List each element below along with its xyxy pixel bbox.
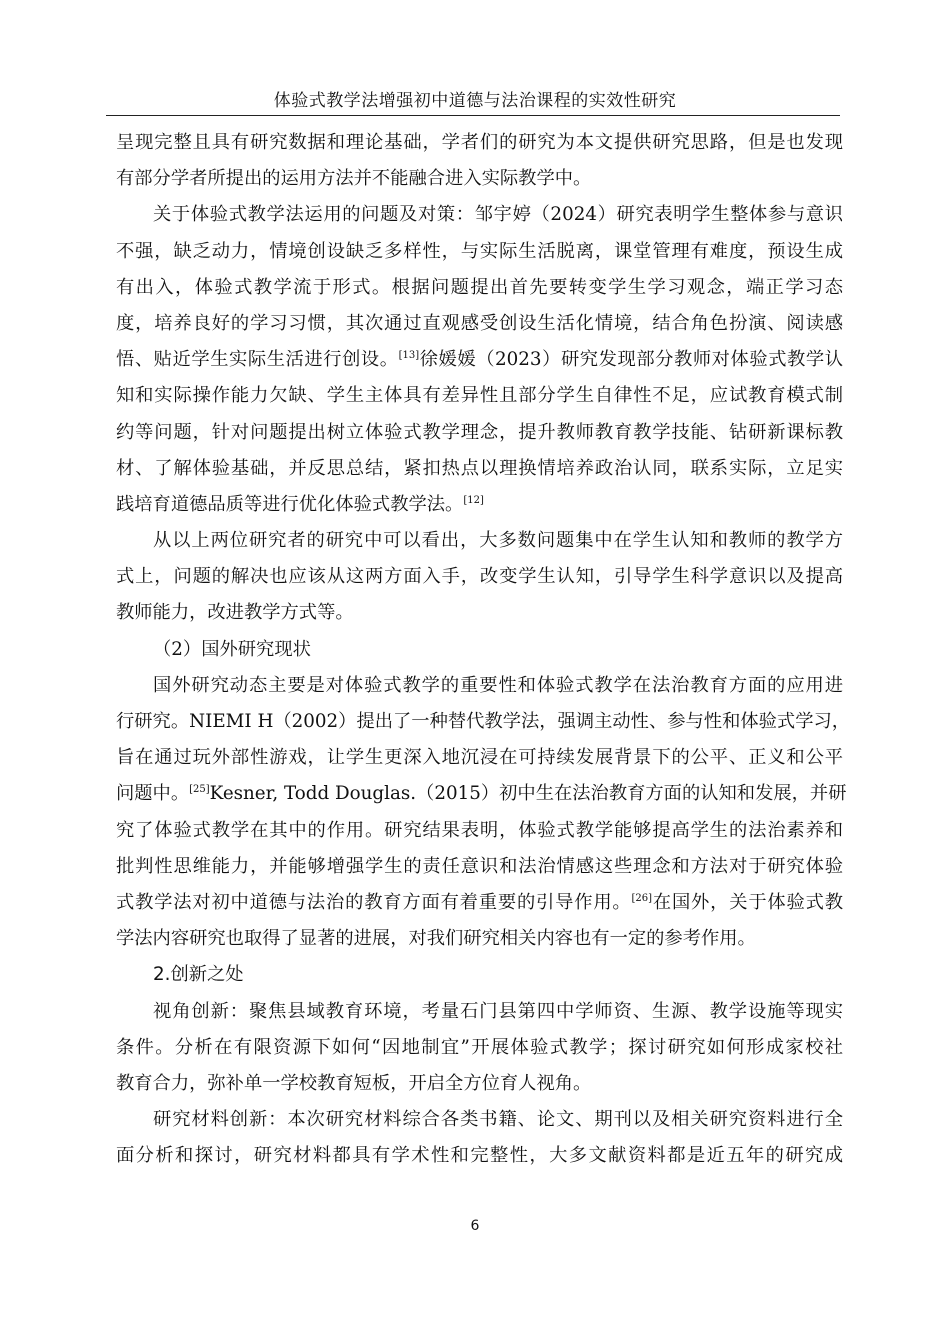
- text-line: 学法内容研究也取得了显著的进展，对我们研究相关内容也有一定的参考作用。: [116, 928, 756, 950]
- text-line: 约等问题，针对问题提出树立体验式教学理念，提升教师教育教学技能、钻研新课标教: [116, 421, 843, 443]
- text-line: 旨在通过玩外部性游戏，让学生更深入地沉浸在可持续发展背景下的公平、正义和公平: [116, 747, 843, 769]
- text-segment: 践培育道德品质等进行优化体验式教学法。: [116, 493, 464, 515]
- header-rule: [106, 115, 840, 116]
- text-line: [116, 776, 847, 812]
- text-line: 式上，问题的解决也应该从这两方面入手，改变学生认知，引导学生科学意识以及提高: [116, 566, 843, 588]
- page-number: 6: [470, 1218, 480, 1234]
- text-line: 知和实际操作能力欠缺、学生主体具有差异性且部分学生自律性不足，应试教育模式制: [116, 385, 843, 407]
- text-line: [116, 885, 843, 921]
- text-line: 材、了解体验基础，并反思总结，紧扣热点以理换情培养政治认同，联系实际，立足实: [116, 457, 843, 479]
- text-line: 条件。分析在有限资源下如何“因地制宜”开展体验式教学；探讨研究如何形成家校社: [116, 1036, 843, 1058]
- text-line: 行研究。NIEMI H（2002）提出了一种替代教学法，强调主动性、参与性和体验式学习，: [116, 711, 851, 732]
- text-line: 教师能力，改进教学方式等。: [116, 602, 354, 624]
- text-line: 究了体验式教学在其中的作用。研究结果表明，体验式教学能够提高学生的法治素养和: [116, 819, 843, 841]
- text-line: 从以上两位研究者的研究中可以看出，大多数问题集中在学生认知和教师的教学方: [153, 530, 843, 552]
- text-line: 度，培养良好的学习习惯，其次通过直观感受创设生活化情境，结合角色扮演、阅读感: [116, 312, 843, 334]
- text-segment: 在国外，关于体验式教: [652, 891, 843, 913]
- citation-marker: [13]: [398, 350, 420, 362]
- text-segment: 式教学法对初中道德与法治的教育方面有着重要的引导作用。: [116, 891, 632, 913]
- body-text: [116, 125, 851, 1174]
- text-line: 教育合力，弥补单一学校教育短板，开启全方位育人视角。: [116, 1072, 592, 1094]
- text-line: 批判性思维能力，并能够增强学生的责任意识和法治情感这些理念和方法对于研究体验: [116, 855, 843, 877]
- text-line: 研究材料创新：本次研究材料综合各类书籍、论文、期刊以及相关研究资料进行全: [153, 1109, 843, 1131]
- text-line: 呈现完整且具有研究数据和理论基础，学者们的研究为本文提供研究思路，但是也发现: [116, 132, 843, 153]
- text-line: [116, 342, 843, 378]
- citation-marker: [12]: [463, 494, 484, 506]
- text-segment: Kesner, Todd Douglas.（2015）初中生在法治教育方面的认知和发展，并研: [209, 783, 847, 805]
- text-line: 关于体验式教学法运用的问题及对策：邹宇婷（2024）研究表明学生整体参与意识: [153, 204, 843, 226]
- citation-marker: [25]: [189, 784, 210, 796]
- text-segment: 徐媛媛（2023）研究发现部分教师对体验式教学认: [419, 349, 843, 371]
- text-line: 有出入，体验式教学流于形式。根据问题提出首先要转变学生学习观念，端正学习态: [116, 276, 843, 298]
- section-heading-foreign-research: （2）国外研究现状: [153, 638, 311, 660]
- text-line: 有部分学者所提出的运用方法并不能融合进入实际教学中。: [116, 168, 592, 190]
- running-header: 体验式教学法增强初中道德与法治课程的实效性研究: [273, 91, 677, 111]
- text-line: 面分析和探讨，研究材料都具有学术性和完整性，大多文献资料都是近五年的研究成: [116, 1145, 843, 1167]
- citation-marker: [26]: [631, 892, 653, 904]
- text-line: 不强，缺乏动力，情境创设缺乏多样性，与实际生活脱离，课堂管理有难度，预设生成: [116, 240, 843, 262]
- text-line: 国外研究动态主要是对体验式教学的重要性和体验式教学在法治教育方面的应用进: [153, 674, 843, 696]
- section-heading-innovation: 2.创新之处: [153, 964, 244, 986]
- text-line: 视角创新：聚焦县域教育环境，考量石门县第四中学师资、生源、教学设施等现实: [153, 1000, 843, 1022]
- text-line: [116, 487, 843, 523]
- text-segment: 悟、贴近学生实际生活进行创设。: [116, 349, 399, 371]
- text-segment: 问题中。: [116, 783, 190, 805]
